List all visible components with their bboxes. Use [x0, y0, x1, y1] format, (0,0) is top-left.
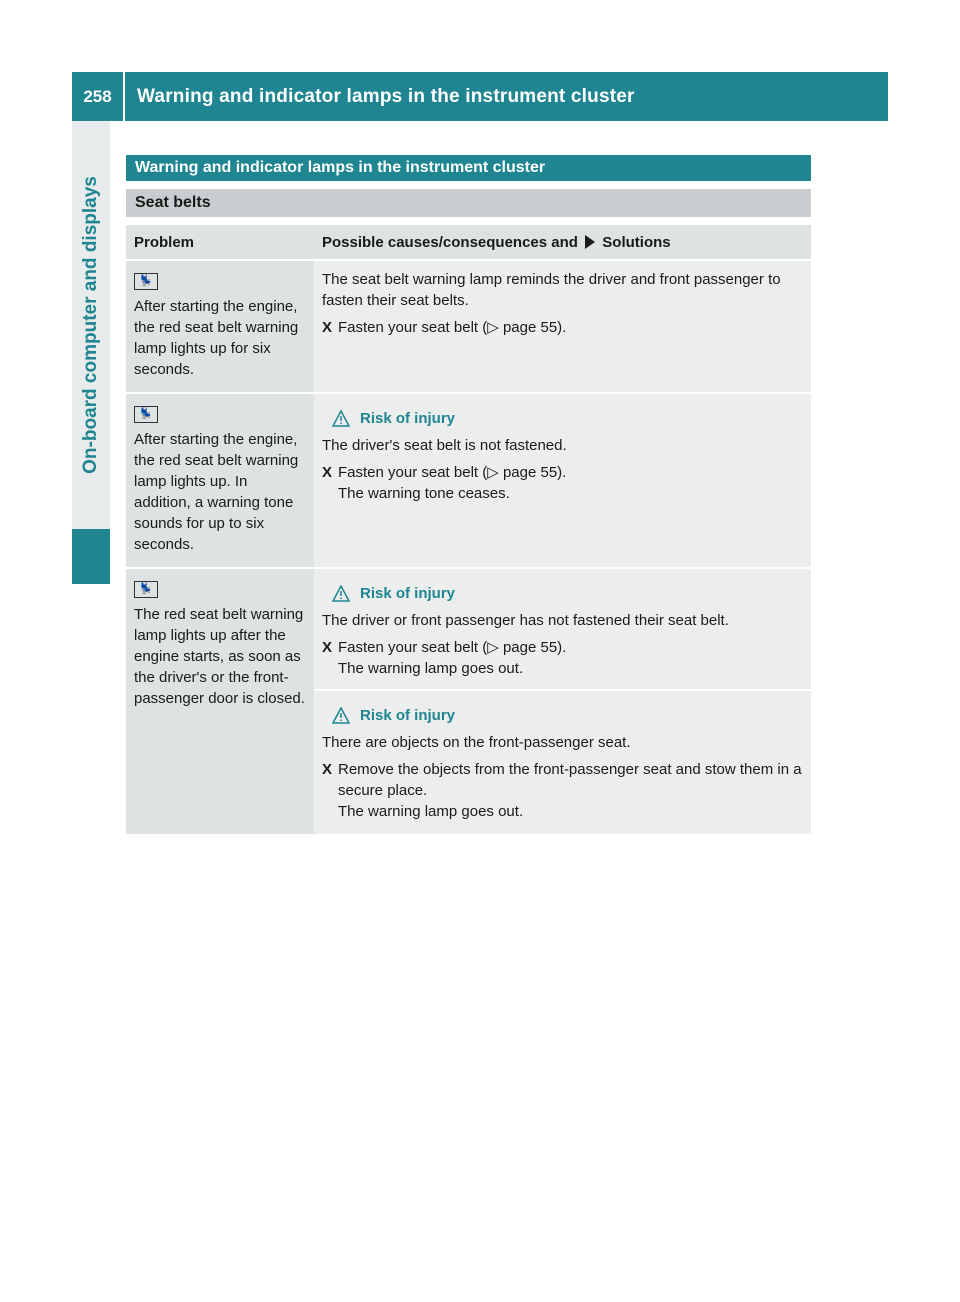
action-marker-icon: X [322, 761, 333, 778]
action-content [338, 462, 803, 504]
problem-cell [126, 260, 314, 393]
cause-text: The seat belt warning lamp reminds the driver and front passenger to fasten their seat belts. [322, 271, 781, 309]
seat-belt-table [126, 225, 811, 836]
action-item [322, 637, 803, 679]
cause-text: The driver's seat belt is not fastened. [322, 437, 567, 454]
action-item [322, 759, 803, 822]
arrow-right-icon [585, 235, 595, 249]
table-row [126, 568, 811, 835]
solution-cell [314, 568, 811, 835]
side-tab-marker [72, 529, 110, 584]
action-text: Fasten your seat belt (▷ page 55). [338, 639, 567, 656]
action-item [322, 317, 803, 338]
subsection-title: Seat belts [126, 189, 811, 217]
column-header-problem: Problem [126, 225, 314, 260]
action-item [322, 462, 803, 504]
solution-cell [314, 260, 811, 393]
problem-cell [126, 393, 314, 568]
sub-solution [314, 689, 811, 822]
column-header-causes [314, 225, 811, 260]
table-header-row [126, 225, 811, 260]
action-marker-icon: X [322, 639, 333, 656]
solution-cell [314, 393, 811, 568]
risk-warning [332, 705, 803, 726]
problem-cell [126, 568, 314, 835]
warning-triangle-icon [332, 585, 350, 602]
side-tab [72, 121, 110, 529]
cause-text: The driver or front passenger has not fastened their seat belt. [322, 612, 729, 629]
table-row [126, 393, 811, 568]
risk-label: Risk of injury [360, 585, 456, 602]
risk-label: Risk of injury [360, 707, 456, 724]
action-content [338, 637, 803, 679]
side-tab-label: On-board computer and displays [80, 176, 101, 474]
seat-belt-icon: 💺 [134, 406, 158, 423]
table-row [126, 260, 811, 393]
content [126, 155, 811, 836]
risk-warning [332, 408, 803, 429]
column-header-solutions-label: Solutions [602, 233, 671, 251]
result-text: The warning lamp goes out. [338, 803, 524, 820]
action-text: Fasten your seat belt (▷ page 55). [338, 319, 567, 336]
cause-text: There are objects on the front-passenger seat. [322, 734, 631, 751]
problem-text: After starting the engine, the red seat belt warning lamp lights up for six seconds. [134, 298, 299, 378]
page-number: 258 [72, 72, 125, 121]
warning-triangle-icon [332, 707, 350, 724]
result-text: The warning tone ceases. [338, 485, 510, 502]
action-marker-icon: X [322, 319, 333, 336]
action-content [338, 759, 803, 822]
column-header-causes-label: Possible causes/consequences and [322, 233, 578, 251]
result-text: The warning lamp goes out. [338, 660, 524, 677]
seat-belt-icon: 💺 [134, 581, 158, 598]
warning-triangle-icon [332, 410, 350, 427]
risk-label: Risk of injury [360, 410, 456, 427]
section-title: Warning and indicator lamps in the instrument cluster [126, 155, 811, 181]
header-title: Warning and indicator lamps in the instrument cluster [137, 85, 635, 107]
risk-warning [332, 583, 803, 604]
action-text: Remove the objects from the front-passenger seat and stow them in a secure place. [338, 761, 802, 799]
problem-text: The red seat belt warning lamp lights up after the engine starts, as soon as the driver's or the front-passenger door is closed. [134, 606, 305, 707]
action-marker-icon: X [322, 464, 333, 481]
seat-belt-icon: 💺 [134, 273, 158, 290]
action-text: Fasten your seat belt (▷ page 55). [338, 464, 567, 481]
page-header [72, 72, 888, 121]
problem-text: After starting the engine, the red seat belt warning lamp lights up. In addition, a warning tone sounds for up to six seconds. [134, 431, 299, 553]
